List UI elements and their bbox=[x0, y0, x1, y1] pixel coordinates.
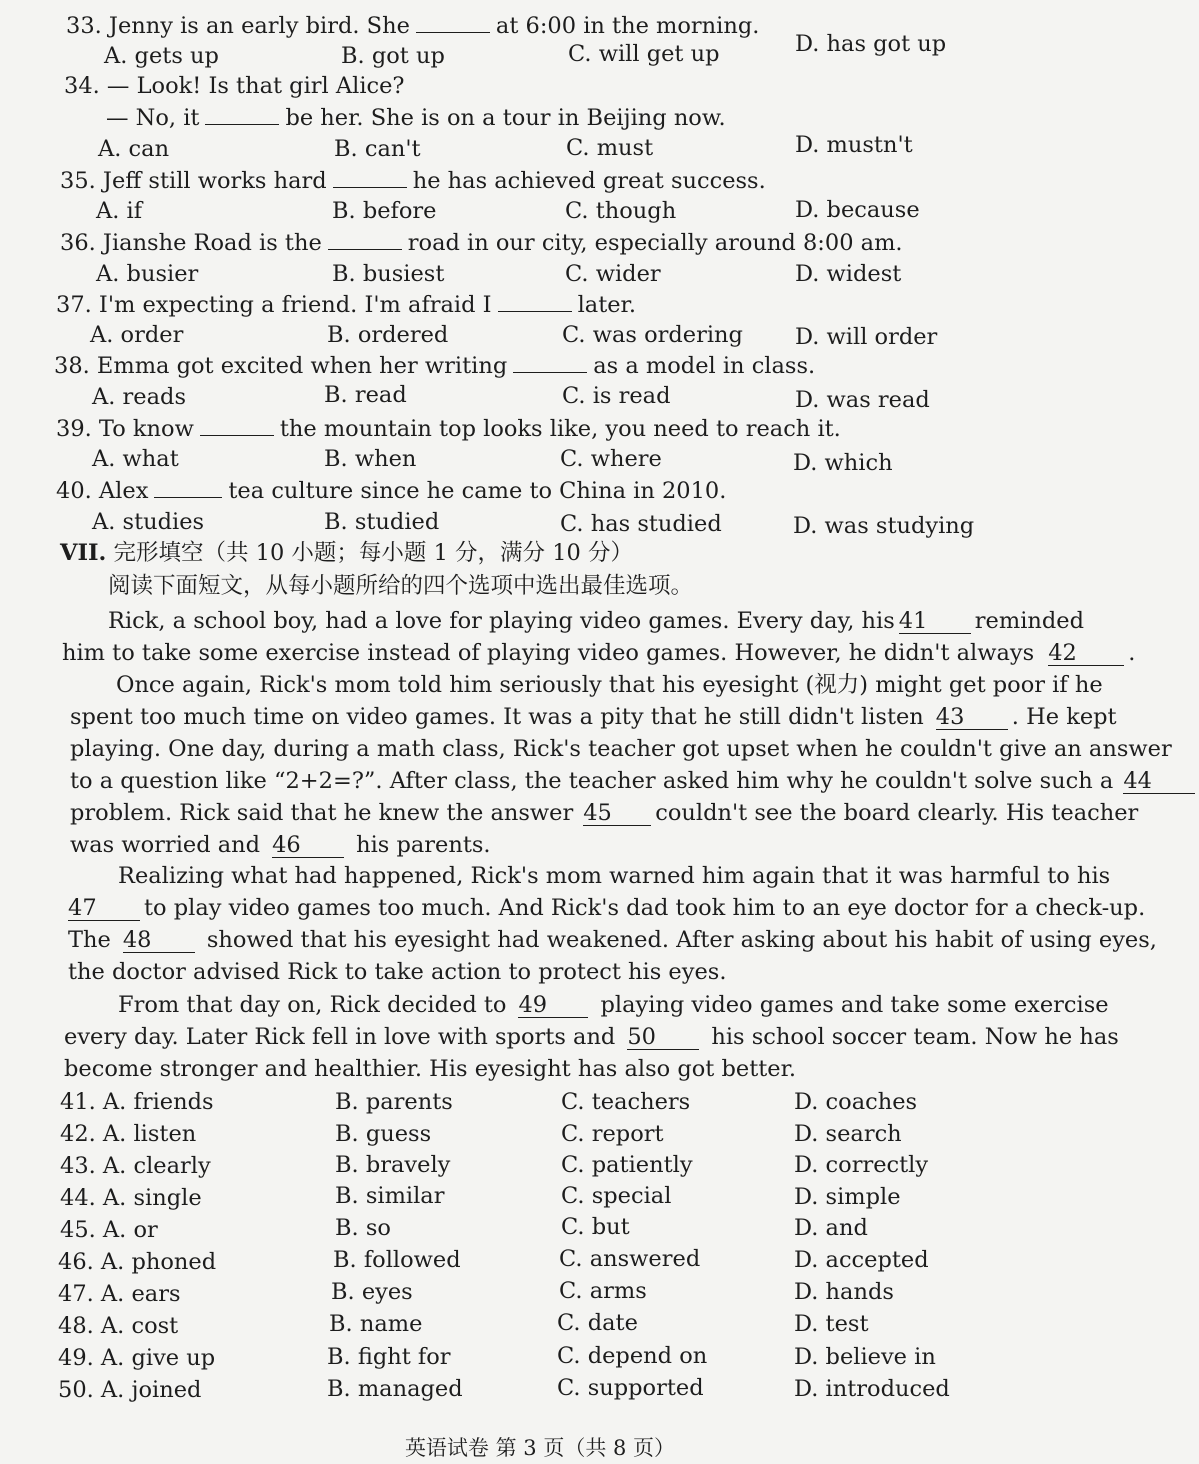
option-c: C. has studied bbox=[560, 511, 722, 537]
passage-text: showed that his eyesight had weakened. After asking about his habit of using eyes, bbox=[206, 927, 1157, 953]
cloze-option-d: D. simple bbox=[794, 1184, 901, 1210]
answer-blank bbox=[498, 289, 572, 312]
option-a: A. what bbox=[92, 446, 179, 472]
passage-line bbox=[70, 797, 1139, 829]
cloze-blank-48: 48 bbox=[123, 928, 195, 953]
cloze-option-c: C. report bbox=[561, 1121, 664, 1147]
passage-paragraph-1 bbox=[62, 605, 1136, 669]
stem-text: be her. She is on a tour in Beijing now. bbox=[285, 105, 726, 131]
passage-line bbox=[64, 1021, 1119, 1053]
question-35-stem bbox=[60, 165, 766, 196]
passage-line bbox=[62, 605, 1085, 637]
option-c: C. was ordering bbox=[562, 322, 743, 348]
cloze-option-b: B. eyes bbox=[331, 1279, 413, 1305]
option-a: A. order bbox=[90, 322, 184, 348]
cloze-option-b: B. guess bbox=[335, 1121, 432, 1147]
passage-line: playing. One day, during a math class, Rick's teacher got upset when he couldn't give an answer bbox=[70, 736, 1172, 762]
passage-line: Once again, Rick's mom told him seriously that his eyesight (视力) might get poor if he bbox=[116, 672, 1103, 698]
cloze-option-b: B. so bbox=[335, 1215, 391, 1241]
option-b: B. can't bbox=[334, 136, 421, 162]
option-d: D. will order bbox=[795, 324, 938, 350]
option-a: A. reads bbox=[92, 384, 186, 410]
option-b: B. got up bbox=[341, 43, 445, 69]
cloze-option-d: D. hands bbox=[794, 1279, 894, 1305]
stem-text: 36. Jianshe Road is the bbox=[60, 230, 322, 256]
option-d: D. which bbox=[793, 450, 893, 476]
option-b: B. studied bbox=[324, 509, 440, 535]
cloze-option-d: D. correctly bbox=[794, 1152, 929, 1178]
stem-text: as a model in class. bbox=[593, 353, 816, 379]
passage-line bbox=[70, 765, 1152, 797]
cloze-option-d: D. coaches bbox=[794, 1089, 918, 1115]
passage-line bbox=[62, 637, 1136, 669]
section-instruction: 阅读下面短文，从每小题所给的四个选项中选出最佳选项。 bbox=[108, 573, 694, 599]
cloze-option-c: C. date bbox=[557, 1310, 638, 1336]
passage-text: problem. Rick said that he knew the answer bbox=[70, 800, 574, 826]
passage-text: him to take some exercise instead of playing video games. However, he didn't always bbox=[62, 640, 1035, 666]
question-34-stem-line2 bbox=[106, 102, 726, 133]
option-b: B. before bbox=[332, 198, 437, 224]
passage-paragraph-4 bbox=[64, 989, 1119, 1085]
option-b: B. ordered bbox=[327, 322, 449, 348]
cloze-blank-49: 49 bbox=[518, 993, 588, 1018]
passage-text: his school soccer team. Now he has bbox=[711, 1024, 1119, 1050]
cloze-option-a: 44. A. single bbox=[60, 1185, 202, 1211]
question-34-stem: 34. — Look! Is that girl Alice? bbox=[64, 73, 405, 99]
cloze-option-d: D. test bbox=[794, 1311, 869, 1337]
cloze-option-c: C. patiently bbox=[561, 1152, 693, 1178]
cloze-option-c: C. but bbox=[561, 1214, 630, 1240]
option-b: B. busiest bbox=[332, 261, 445, 287]
option-a: A. can bbox=[98, 136, 170, 162]
cloze-option-a: 46. A. phoned bbox=[58, 1249, 217, 1275]
cloze-option-d: D. introduced bbox=[794, 1376, 950, 1402]
question-33-stem bbox=[66, 10, 759, 41]
stem-text: the mountain top looks like, you need to reach it. bbox=[279, 416, 841, 442]
cloze-option-b: B. bravely bbox=[335, 1152, 451, 1178]
option-d: D. widest bbox=[795, 261, 902, 287]
cloze-blank-46: 46 bbox=[272, 833, 344, 858]
option-c: C. where bbox=[560, 446, 662, 472]
option-a: A. if bbox=[96, 198, 143, 224]
stem-text: 40. Alex bbox=[56, 478, 149, 504]
cloze-option-a: 45. A. or bbox=[60, 1217, 158, 1243]
stem-text: road in our city, especially around 8:00 am. bbox=[407, 230, 903, 256]
cloze-option-c: C. special bbox=[561, 1183, 672, 1209]
cloze-blank-41: 41 bbox=[899, 609, 971, 634]
cloze-option-d: D. search bbox=[794, 1121, 902, 1147]
option-a: A. studies bbox=[92, 509, 205, 535]
stem-text: 38. Emma got excited when her writing bbox=[54, 353, 508, 379]
passage-text: spent too much time on video games. It was a pity that he still didn't listen bbox=[70, 704, 924, 730]
cloze-option-c: C. arms bbox=[559, 1278, 647, 1304]
cloze-option-a: 43. A. clearly bbox=[60, 1153, 211, 1179]
answer-blank bbox=[328, 227, 402, 250]
passage-line bbox=[70, 829, 1028, 861]
cloze-option-b: B. similar bbox=[335, 1183, 445, 1209]
cloze-option-d: D. and bbox=[794, 1215, 868, 1241]
option-c: C. though bbox=[565, 198, 677, 224]
cloze-option-b: B. managed bbox=[327, 1376, 463, 1402]
section-heading bbox=[60, 538, 633, 568]
cloze-option-a: 48. A. cost bbox=[58, 1313, 179, 1339]
passage-line: become stronger and healthier. His eyesight has also got better. bbox=[64, 1056, 797, 1082]
passage-line: Realizing what had happened, Rick's mom warned him again that it was harmful to his bbox=[118, 863, 1111, 889]
stem-text: he has achieved great success. bbox=[412, 168, 766, 194]
passage-text: . bbox=[1128, 640, 1136, 666]
cloze-option-a: 41. A. friends bbox=[60, 1089, 214, 1115]
answer-blank bbox=[200, 413, 274, 436]
stem-text: 33. Jenny is an early bird. She bbox=[66, 13, 410, 39]
option-d: D. mustn't bbox=[795, 132, 913, 158]
option-c: C. wider bbox=[565, 261, 661, 287]
page-footer: 英语试卷 第 3 页（共 8 页） bbox=[404, 1436, 676, 1460]
passage-line: the doctor advised Rick to take action to protect his eyes. bbox=[68, 959, 727, 985]
cloze-blank-43: 43 bbox=[936, 705, 1008, 730]
passage-line bbox=[64, 989, 1109, 1021]
passage-text: to play video games too much. And Rick's dad took him to an eye doctor for a check-up. bbox=[144, 895, 1146, 921]
cloze-option-b: B. parents bbox=[335, 1089, 453, 1115]
cloze-blank-42: 42 bbox=[1048, 641, 1124, 666]
cloze-option-c: C. teachers bbox=[561, 1089, 691, 1115]
option-c: C. is read bbox=[562, 383, 671, 409]
cloze-blank-45: 45 bbox=[583, 801, 651, 826]
passage-text: couldn't see the board clearly. His teacher bbox=[655, 800, 1139, 826]
cloze-option-a: 50. A. joined bbox=[58, 1377, 202, 1403]
stem-text: — No, it bbox=[106, 105, 200, 131]
passage-line bbox=[70, 701, 1117, 733]
stem-text: 37. I'm expecting a friend. I'm afraid I bbox=[56, 292, 492, 318]
question-38-stem bbox=[54, 350, 815, 381]
option-d: D. was studying bbox=[793, 513, 975, 539]
option-b: B. when bbox=[324, 446, 417, 472]
question-40-stem bbox=[56, 475, 726, 506]
option-a: A. busier bbox=[96, 261, 199, 287]
passage-text: every day. Later Rick fell in love with sports and bbox=[64, 1024, 616, 1050]
stem-text: at 6:00 in the morning. bbox=[495, 13, 760, 39]
passage-text: was worried and bbox=[70, 832, 261, 858]
option-d: D. has got up bbox=[795, 31, 947, 57]
passage-paragraph-3 bbox=[68, 860, 1157, 988]
cloze-option-d: D. accepted bbox=[794, 1247, 929, 1273]
cloze-option-b: B. followed bbox=[333, 1247, 461, 1273]
passage-text: reminded bbox=[974, 608, 1085, 634]
question-39-stem bbox=[56, 413, 841, 444]
cloze-option-b: B. name bbox=[329, 1311, 423, 1337]
passage-line bbox=[68, 924, 1157, 956]
stem-text: 35. Jeff still works hard bbox=[60, 168, 327, 194]
answer-blank bbox=[333, 165, 407, 188]
passage-text: The bbox=[68, 927, 111, 953]
answer-blank bbox=[416, 10, 490, 33]
cloze-option-c: C. depend on bbox=[557, 1343, 708, 1369]
option-c: C. must bbox=[566, 135, 654, 161]
cloze-option-a: 47. A. ears bbox=[58, 1281, 181, 1307]
question-36-stem bbox=[60, 227, 903, 258]
passage-line bbox=[68, 892, 1146, 924]
cloze-option-c: C. supported bbox=[557, 1375, 704, 1401]
passage-text: his parents. bbox=[356, 832, 491, 858]
passage-paragraph-2 bbox=[70, 669, 1172, 861]
cloze-blank-50: 50 bbox=[627, 1025, 699, 1050]
cloze-blank-44: 44 bbox=[1123, 769, 1195, 794]
cloze-blank-47: 47 bbox=[68, 896, 140, 921]
section-title: 完形填空（共 10 小题；每小题 1 分，满分 10 分） bbox=[113, 540, 633, 566]
stem-text: tea culture since he came to China in 2010. bbox=[228, 478, 727, 504]
cloze-option-d: D. believe in bbox=[794, 1344, 936, 1370]
passage-text: . He kept bbox=[1011, 704, 1117, 730]
option-c: C. will get up bbox=[568, 41, 720, 67]
cloze-option-b: B. fight for bbox=[327, 1344, 451, 1370]
option-b: B. read bbox=[324, 382, 407, 408]
option-a: A. gets up bbox=[104, 43, 219, 69]
answer-blank bbox=[513, 350, 587, 373]
cloze-option-c: C. answered bbox=[559, 1246, 701, 1272]
section-number: VII. bbox=[60, 540, 107, 566]
question-37-stem bbox=[56, 289, 636, 320]
cloze-option-a: 42. A. listen bbox=[60, 1121, 197, 1147]
option-d: D. because bbox=[795, 197, 920, 223]
stem-text: later. bbox=[577, 292, 636, 318]
cloze-option-a: 49. A. give up bbox=[58, 1345, 216, 1371]
stem-text: 39. To know bbox=[56, 416, 194, 442]
passage-text: to a question like “2+2=?”. After class, the teacher asked him why he couldn't solve such a bbox=[70, 768, 1114, 794]
option-d: D. was read bbox=[795, 387, 930, 413]
passage-text: playing video games and take some exercise bbox=[600, 992, 1109, 1018]
passage-text: Rick, a school boy, had a love for playing video games. Every day, his bbox=[108, 608, 895, 634]
answer-blank bbox=[205, 102, 279, 125]
passage-text: From that day on, Rick decided to bbox=[118, 992, 507, 1018]
answer-blank bbox=[154, 475, 222, 498]
